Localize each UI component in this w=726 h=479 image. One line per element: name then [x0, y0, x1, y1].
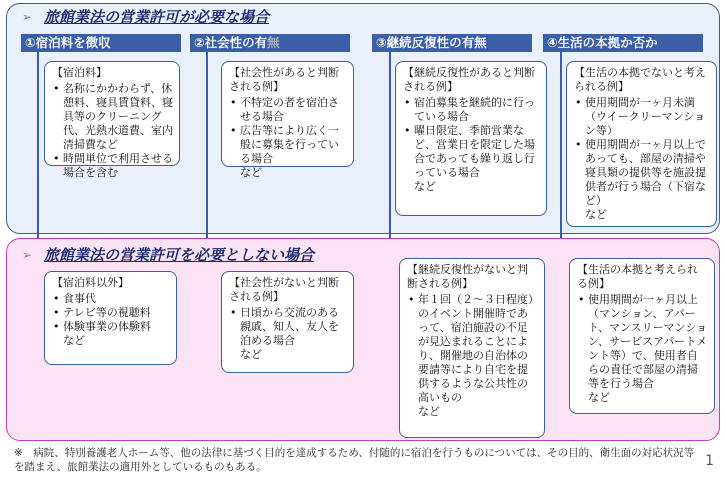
list-item: • 日頃から交流のある親戚、知人、友人を泊める場合: [229, 306, 347, 348]
fee-examples-card: [44, 61, 180, 179]
list-item: • 広告等により広く一般に募集を行っている場合: [229, 124, 347, 166]
card-header: 【生活の本拠でないと考えられる例】: [574, 66, 706, 93]
no-continuity-examples-card: [399, 258, 545, 438]
list-item: • 宿泊募集を継続的に行っている場合: [403, 96, 540, 124]
card-header: 【宿泊料以外】: [52, 276, 129, 289]
card-header: 【宿泊料】: [52, 66, 107, 79]
card-tail: など: [585, 208, 607, 221]
required-section-title: 旅館業法の営業許可が必要な場合: [44, 8, 270, 26]
sociality-examples-card: [221, 61, 354, 179]
list-item: • 使用期間が一ヶ月以上（マンション、アパート、マンスリーマンション、サービスアパートメント等）で、使用者自らの責任で部屋の清掃等を行う場合: [577, 293, 708, 391]
not-required-section-title: 旅館業法の営業許可を必要としない場合: [44, 246, 315, 264]
list-item: • 使用期間が一ヶ月未満（ウイークリーマンション等）: [574, 96, 710, 138]
list-item: • テレビ等の視聴料: [52, 306, 170, 320]
residence-basis-examples-card: [569, 258, 715, 414]
arrow-bullet-icon: ➢: [22, 248, 33, 262]
card-header: 【継続反復性があると判断される例】: [403, 66, 535, 93]
list-item: • 不特定の者を宿泊させる場合: [229, 96, 347, 124]
card-header: 【社会性があると判断される例】: [229, 66, 339, 93]
card-header: 【社会性がないと判断される例】: [229, 276, 339, 303]
connector-line: [389, 52, 391, 264]
connector-line: [560, 52, 562, 264]
page-number: 1: [705, 453, 714, 469]
card-tail: など: [240, 348, 262, 361]
list-item: • 年１回（２～３日程度）のイベント開催時であって、宿泊施設の不足が見込まれることにより、開催地の自治体の要請等により自宅を提供するような公共性の高いもの: [407, 293, 538, 405]
list-item: • 体験事業の体験料: [52, 320, 170, 334]
continuity-examples-card: [395, 61, 547, 216]
footnote: ※ 病院、特別養護老人ホーム等、他の法律に基づく目的を達成するため、付随的に宿泊を行うものについては、その目的、衛生面の対応状況等を踏まえ、旅館業法の適用外としているものもある。: [14, 447, 695, 473]
non-fee-examples-card: [44, 271, 177, 365]
criterion-label-fee: ①宿泊料を徴収: [21, 34, 181, 52]
card-tail: など: [240, 166, 262, 179]
list-item: • 使用期間が一ヶ月以上であっても、部屋の清掃や寝具類の提供等を施設提供者が行う場合（下宿など）: [574, 138, 710, 208]
criterion-label-residence: ④生活の本拠か否か: [543, 34, 703, 52]
no-sociality-examples-card: [221, 271, 354, 373]
residence-examples-card: [566, 61, 717, 227]
card-tail: など: [414, 180, 436, 193]
card-header: 【継続反復性がないと判断される例】: [407, 263, 528, 290]
list-item: • 食事代: [52, 292, 170, 306]
card-header: 【生活の本拠と考えられる例】: [577, 263, 698, 290]
card-tail: など: [588, 391, 610, 404]
criterion-label-sociality: ②社会性の有無: [190, 34, 350, 52]
criterion-label-continuity: ③継続反復性の有無: [372, 34, 532, 52]
list-item: • 曜日限定、季節営業など、営業日を限定した場合であっても繰り返し行っている場合: [403, 124, 540, 180]
list-item: • 名称にかかわらず、休憩料、寝具賃貸料、寝具等のクリーニング代、光熱水道費、室内清掃費など: [52, 82, 173, 152]
arrow-bullet-icon: ➢: [22, 10, 33, 24]
card-tail: など: [63, 334, 85, 347]
list-item: • 時間単位で利用させる場合を含む: [52, 152, 173, 180]
card-tail: など: [418, 405, 440, 418]
